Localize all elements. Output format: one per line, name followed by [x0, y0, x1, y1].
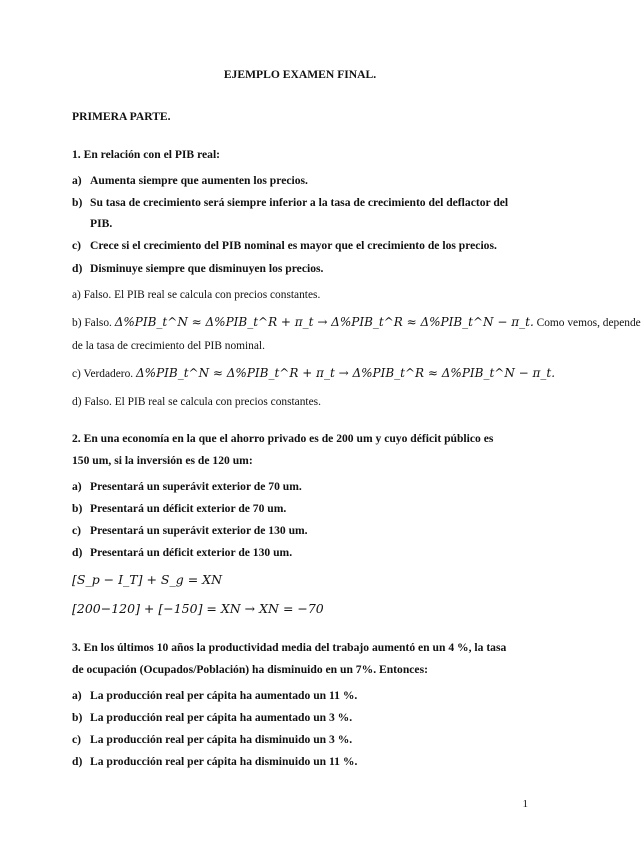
q2-option-a: a) Presentará un superávit exterior de 70 um. — [72, 480, 302, 493]
q1-option-b: b) Su tasa de crecimiento será siempre inferior a la tasa de crecimiento del deflactor del — [72, 196, 509, 209]
q1-answer-b-continuation: de la tasa de crecimiento del PIB nominal. — [72, 340, 265, 352]
q1-answer-c-formula: Δ%PIB_t^N ≈ Δ%PIB_t^R + π_t → Δ%PIB_t^R ≈ Δ%PIB_t^N − π_t. — [136, 366, 556, 380]
q2-option-c: c) Presentará un superávit exterior de 130 um. — [72, 524, 308, 537]
q3-option-d: d) La producción real per cápita ha disminuido un 11 %. — [72, 755, 358, 768]
q3-option-b: b) La producción real per cápita ha aumentado un 3 %. — [72, 711, 353, 724]
page-number: 1 — [522, 798, 528, 810]
question-3-line-1: 3. En los últimos 10 años la productividad media del trabajo aumentó en un 4 %, la tasa — [72, 641, 507, 654]
q1-answer-d: d) Falso. El PIB real se calcula con precios constantes. — [72, 396, 321, 408]
q1-option-a: a) Aumenta siempre que aumenten los precios. — [72, 174, 308, 187]
q2-formula-2: [200−120] + [−150] = XN → XN = −70 — [72, 601, 324, 616]
q1-answer-b: b) Falso. Δ%PIB_t^N ≈ Δ%PIB_t^R + π_t → Δ%PIB_t^R ≈ Δ%PIB_t^N − π_t. Como vemos, depende — [72, 315, 641, 329]
q1-answer-c: c) Verdadero. Δ%PIB_t^N ≈ Δ%PIB_t^R + π_t → Δ%PIB_t^R ≈ Δ%PIB_t^N − π_t. — [72, 366, 556, 380]
q1-answer-a: a) Falso. El PIB real se calcula con precios constantes. — [72, 289, 321, 301]
page-title: EJEMPLO EXAMEN FINAL. — [223, 68, 377, 81]
question-2-line-1: 2. En una economía en la que el ahorro privado es de 200 um y cuyo déficit público es — [72, 432, 494, 445]
question-2-line-2: 150 um, si la inversión es de 120 um: — [72, 454, 253, 467]
q1-option-c: c) Crece si el crecimiento del PIB nominal es mayor que el crecimiento de los precios. — [72, 239, 497, 252]
q3-option-c: c) La producción real per cápita ha disminuido un 3 %. — [72, 733, 353, 746]
q2-formula-1: [S_p − I_T] + S_g = XN — [72, 572, 223, 587]
question-1: 1. En relación con el PIB real: — [72, 148, 221, 161]
q2-option-d: d) Presentará un déficit exterior de 130 um. — [72, 546, 293, 559]
q2-option-b: b) Presentará un déficit exterior de 70 um. — [72, 502, 287, 515]
q1-answer-b-formula: Δ%PIB_t^N ≈ Δ%PIB_t^R + π_t → Δ%PIB_t^R ≈ Δ%PIB_t^N − π_t. — [114, 315, 534, 329]
q1-option-b-continuation: PIB. — [90, 217, 113, 230]
q3-option-a: a) La producción real per cápita ha aumentado un 11 %. — [72, 689, 358, 702]
question-3-line-2: de ocupación (Ocupados/Población) ha disminuido en un 7%. Entonces: — [72, 663, 428, 676]
part-heading: PRIMERA PARTE. — [72, 110, 171, 123]
q1-option-d: d) Disminuye siempre que disminuyen los precios. — [72, 262, 324, 275]
